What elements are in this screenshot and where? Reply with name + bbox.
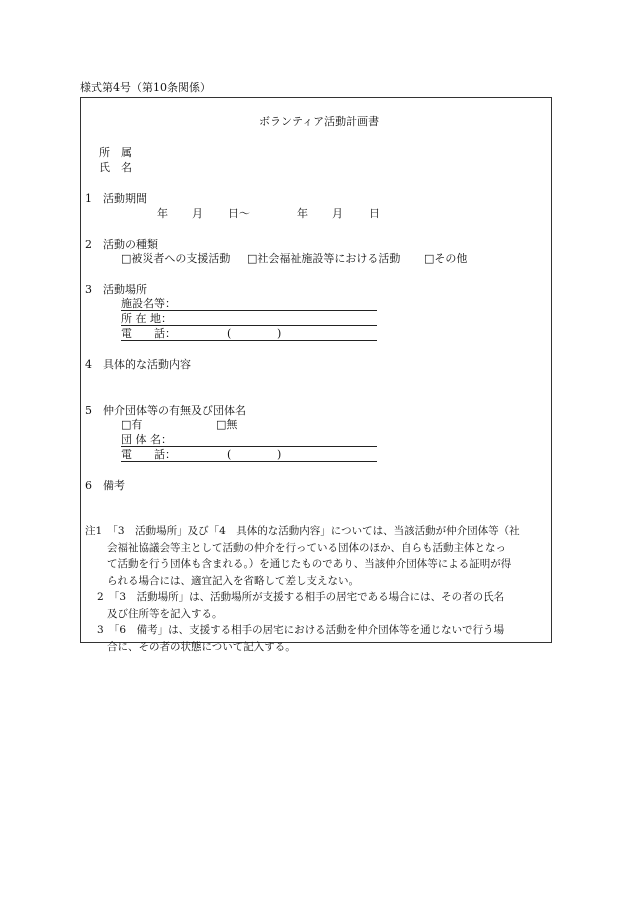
section6-heading: 6 備考 — [85, 479, 125, 492]
end-month-label: 月 — [332, 207, 343, 220]
end-year-label: 年 — [297, 207, 308, 220]
facility-name-field[interactable] — [121, 310, 377, 311]
checkbox-welfare-facility[interactable]: □社会福祉施設等における活動 — [247, 252, 401, 265]
start-month-label: 月 — [192, 207, 203, 220]
organization-phone-paren-open: ( — [227, 448, 232, 461]
organization-phone-field[interactable] — [121, 461, 377, 462]
form-number-label: 様式第4号（第10条関係） — [80, 81, 211, 94]
section2-heading: 2 活動の種類 — [85, 238, 158, 251]
phone-label: 電 話： — [121, 327, 176, 340]
end-day-label: 日 — [369, 207, 380, 220]
note-2-line-2: 及び住所等を記入する。 — [107, 607, 223, 620]
checkbox-has-intermediary[interactable]: □有 — [121, 418, 143, 431]
organization-name-field[interactable] — [121, 446, 377, 447]
section4-heading: 4 具体的な活動内容 — [85, 358, 191, 371]
organization-phone-paren-close: ) — [277, 448, 282, 461]
phone-field[interactable] — [121, 340, 377, 341]
form-title: ボランティア活動計画書 — [259, 115, 380, 128]
start-day-label: 日〜 — [228, 207, 250, 220]
form-frame — [80, 97, 552, 653]
organization-name-label: 団 体 名： — [121, 433, 172, 446]
checkbox-disaster-support[interactable]: □被災者への支援活動 — [121, 252, 231, 265]
section1-heading: 1 活動期間 — [85, 192, 147, 205]
note-1 — [85, 523, 520, 655]
note-1-line-3: て活動を行う団体も含まれる。）を通じたものであり、当該仲介団体等による証明が得 — [107, 558, 512, 570]
address-label: 所 在 地： — [121, 312, 172, 325]
section3-heading: 3 活動場所 — [85, 283, 147, 296]
note-2-line-1: 2 「3 活動場所」は、活動場所が支援する相手の居宅である場合には、その者の氏名 — [97, 591, 505, 603]
note-1-line-4: られる場合には、適宜記入を省略して差し支えない。 — [107, 574, 359, 587]
address-field[interactable] — [121, 325, 377, 326]
affiliation-label: 所 属 — [99, 146, 132, 159]
facility-name-label: 施設名等： — [121, 297, 176, 310]
name-label: 氏 名 — [99, 161, 132, 174]
start-year-label: 年 — [157, 207, 168, 220]
note-3-line-2: 合に、その者の状態について記入する。 — [107, 640, 296, 653]
note-1-line-1: 注1 「3 活動場所」及び「4 具体的な活動内容」については、当該活動が仲介団体等（社 — [85, 525, 520, 537]
checkbox-other[interactable]: □その他 — [424, 252, 468, 265]
phone-paren-open: ( — [227, 327, 232, 340]
section5-heading: 5 仲介団体等の有無及び団体名 — [85, 404, 246, 417]
phone-paren-close: ) — [277, 327, 282, 340]
organization-phone-label: 電 話： — [121, 448, 176, 461]
note-3-line-1: 3 「6 備考」は、支援する相手の居宅における活動を仲介団体等を通じないで行う場 — [97, 624, 505, 636]
note-1-line-2: 会福祉協議会等主として活動の仲介を行っている団体のほか、自らも活動主体となっ — [107, 541, 506, 554]
checkbox-no-intermediary[interactable]: □無 — [216, 418, 238, 431]
